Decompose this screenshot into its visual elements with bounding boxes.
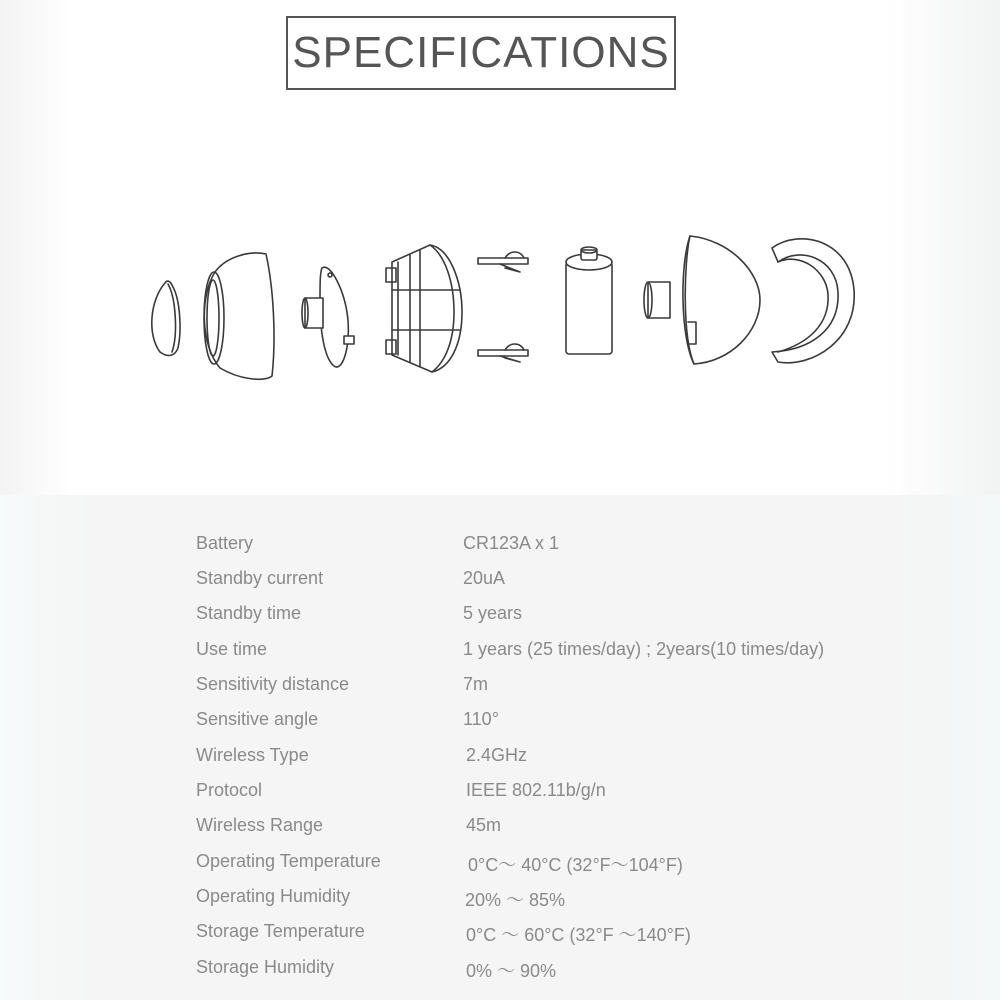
spec-value: 0°C ～ 60°C (32°F ～140°F) xyxy=(466,925,691,945)
spec-value: 20uA xyxy=(463,568,506,588)
spec-value: 0% ～ 90% xyxy=(466,961,557,981)
mounting-bracket-part xyxy=(772,239,854,363)
spec-label: Storage Temperature xyxy=(196,921,365,941)
spec-value: 110° xyxy=(463,709,499,729)
left-shade xyxy=(0,0,70,495)
spec-label: Storage Humidity xyxy=(196,957,335,977)
spec-row-protocol xyxy=(0,780,1000,810)
spec-value: 5 years xyxy=(463,603,523,623)
spec-row-wireless-range xyxy=(0,815,1000,845)
spec-label: Wireless Range xyxy=(196,815,324,835)
spec-label: Wireless Type xyxy=(196,745,309,765)
spec-label: Sensitive angle xyxy=(196,709,319,729)
spec-value: CR123A x 1 xyxy=(463,533,560,553)
spec-label: Standby current xyxy=(196,568,324,588)
spec-row-sensitive-angle xyxy=(0,709,1000,739)
spec-row-operating-temperature xyxy=(0,851,1000,881)
spec-row-use-time xyxy=(0,639,1000,669)
spec-row-battery xyxy=(0,533,1000,563)
spec-value: 45m xyxy=(466,815,502,835)
spec-row-storage-humidity xyxy=(0,957,1000,987)
spec-value: 2.4GHz xyxy=(466,745,528,765)
spec-value: 7m xyxy=(463,674,489,694)
spec-label: Sensitivity distance xyxy=(196,674,350,694)
spec-label: Protocol xyxy=(196,780,263,800)
spec-row-standby-time xyxy=(0,603,1000,633)
spec-label: Use time xyxy=(196,639,268,659)
exploded-diagram xyxy=(140,228,860,388)
page-title: SPECIFICATIONS xyxy=(292,28,670,77)
spec-value: 1 years (25 times/day) ; 2years(10 times/day) xyxy=(463,639,825,659)
spec-value: 0°C～ 40°C (32°F～104°F) xyxy=(468,855,683,875)
spec-label: Operating Temperature xyxy=(196,851,381,871)
inner-frame-part xyxy=(386,245,462,372)
spec-value: IEEE 802.11b/g/n xyxy=(466,780,606,800)
circuit-board-part xyxy=(302,267,354,367)
spec-label: Operating Humidity xyxy=(196,886,351,906)
spec-row-sensitivity-distance xyxy=(0,674,1000,704)
right-shade xyxy=(885,0,1000,495)
battery-part xyxy=(566,247,612,354)
front-lens-part xyxy=(152,281,180,355)
title-box xyxy=(286,16,676,90)
spec-value: 20% ～ 85% xyxy=(465,890,566,910)
exploded-view-section xyxy=(0,0,1000,495)
front-cover-part xyxy=(204,253,274,379)
spacer-part xyxy=(644,282,670,318)
spec-row-operating-humidity xyxy=(0,886,1000,916)
spec-row-storage-temperature xyxy=(0,921,1000,951)
spec-label: Battery xyxy=(196,533,254,553)
spec-row-standby-current xyxy=(0,568,1000,598)
battery-contacts-part xyxy=(478,252,528,362)
spec-label: Standby time xyxy=(196,603,302,623)
rear-shell-part xyxy=(683,236,760,364)
spec-row-wireless-type xyxy=(0,745,1000,775)
